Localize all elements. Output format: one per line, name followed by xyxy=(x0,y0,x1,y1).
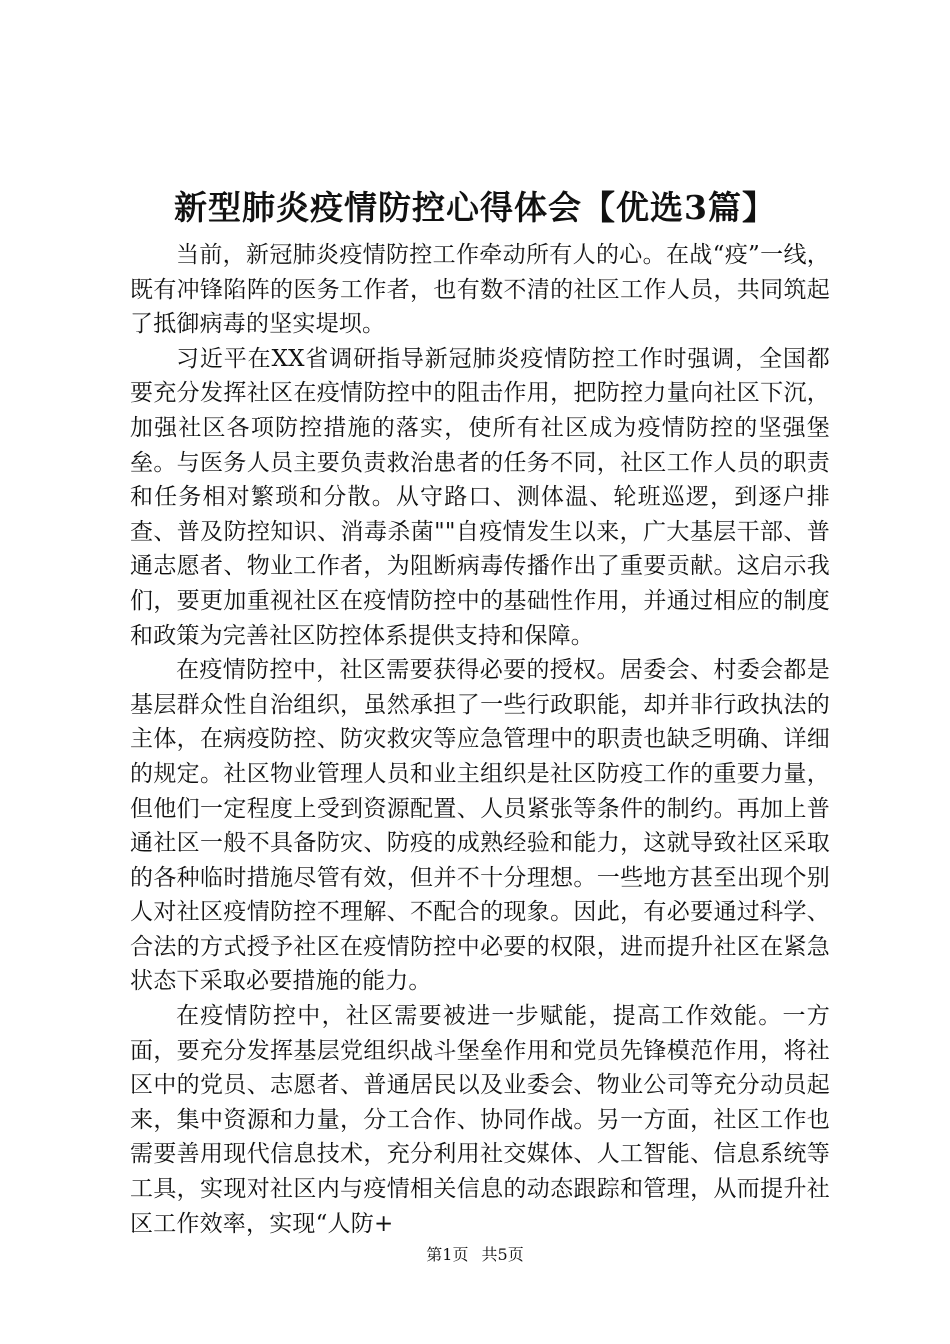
document-title: 新型肺炎疫情防控心得体会【优选3篇】 xyxy=(174,188,776,227)
page-footer xyxy=(0,1244,950,1266)
page-number-total: 共5页 xyxy=(481,1245,524,1264)
paragraph-3: 在疫情防控中，社区需要获得必要的授权。居委会、村委会都是基层群众性自治组织，虽然承担了一些行政职能，却并非行政执法的主体，在病疫防控、防灾救灾等应急管理中的职责也缺乏明确、详细的规定。社区物业管理人员和业主组织是社区防疫工作的重要力量，但他们一定程度上受到资源配置、人员紧张等条件的制约。再加上普通社区一般不具备防灾、防疫的成熟经验和能力，这就导致社区采取的各种临时措施尽管有效，但并不十分理想。一些地方甚至出现个别人对社区疫情防控不理解、不配合的现象。因此，有必要通过科学、合法的方式授予社区在疫情防控中必要的权限，进而提升社区在紧急状态下采取必要措施的能力。 xyxy=(130,657,830,995)
paragraph-1: 当前，新冠肺炎疫情防控工作牵动所有人的心。在战“疫”一线，既有冲锋陷阵的医务工作者，也有数不清的社区工作人员，共同筑起了抵御病毒的坚实堤坝。 xyxy=(130,242,830,338)
paragraph-4: 在疫情防控中，社区需要被进一步赋能，提高工作效能。一方面，要充分发挥基层党组织战斗堡垒作用和党员先锋模范作用，将社区中的党员、志愿者、普通居民以及业委会、物业公司等充分动员起来，集中资源和力量，分工合作、协同作战。另一方面，社区工作也需要善用现代信息技术，充分利用社交媒体、人工智能、信息系统等工具，实现对社区内与疫情相关信息的动态跟踪和管理，从而提升社区工作效率，实现“人防+ xyxy=(130,1003,830,1237)
document-body xyxy=(130,238,830,1241)
paragraph-2: 习近平在XX省调研指导新冠肺炎疫情防控工作时强调，全国都要充分发挥社区在疫情防控中的阻击作用，把防控力量向社区下沉，加强社区各项防控措施的落实，使所有社区成为疫情防控的坚强堡垒。与医务人员主要负责救治患者的任务不同，社区工作人员的职责和任务相对繁琐和分散。从守路口、测体温、轮班巡逻，到逐户排查、普及防控知识、消毒杀菌""自疫情发生以来，广大基层干部、普通志愿者、物业工作者，为阻断病毒传播作出了重要贡献。这启示我们，要更加重视社区在疫情防控中的基础性作用，并通过相应的制度和政策为完善社区防控体系提供支持和保障。 xyxy=(130,345,830,649)
page-number-current: 第1页 xyxy=(426,1245,469,1264)
